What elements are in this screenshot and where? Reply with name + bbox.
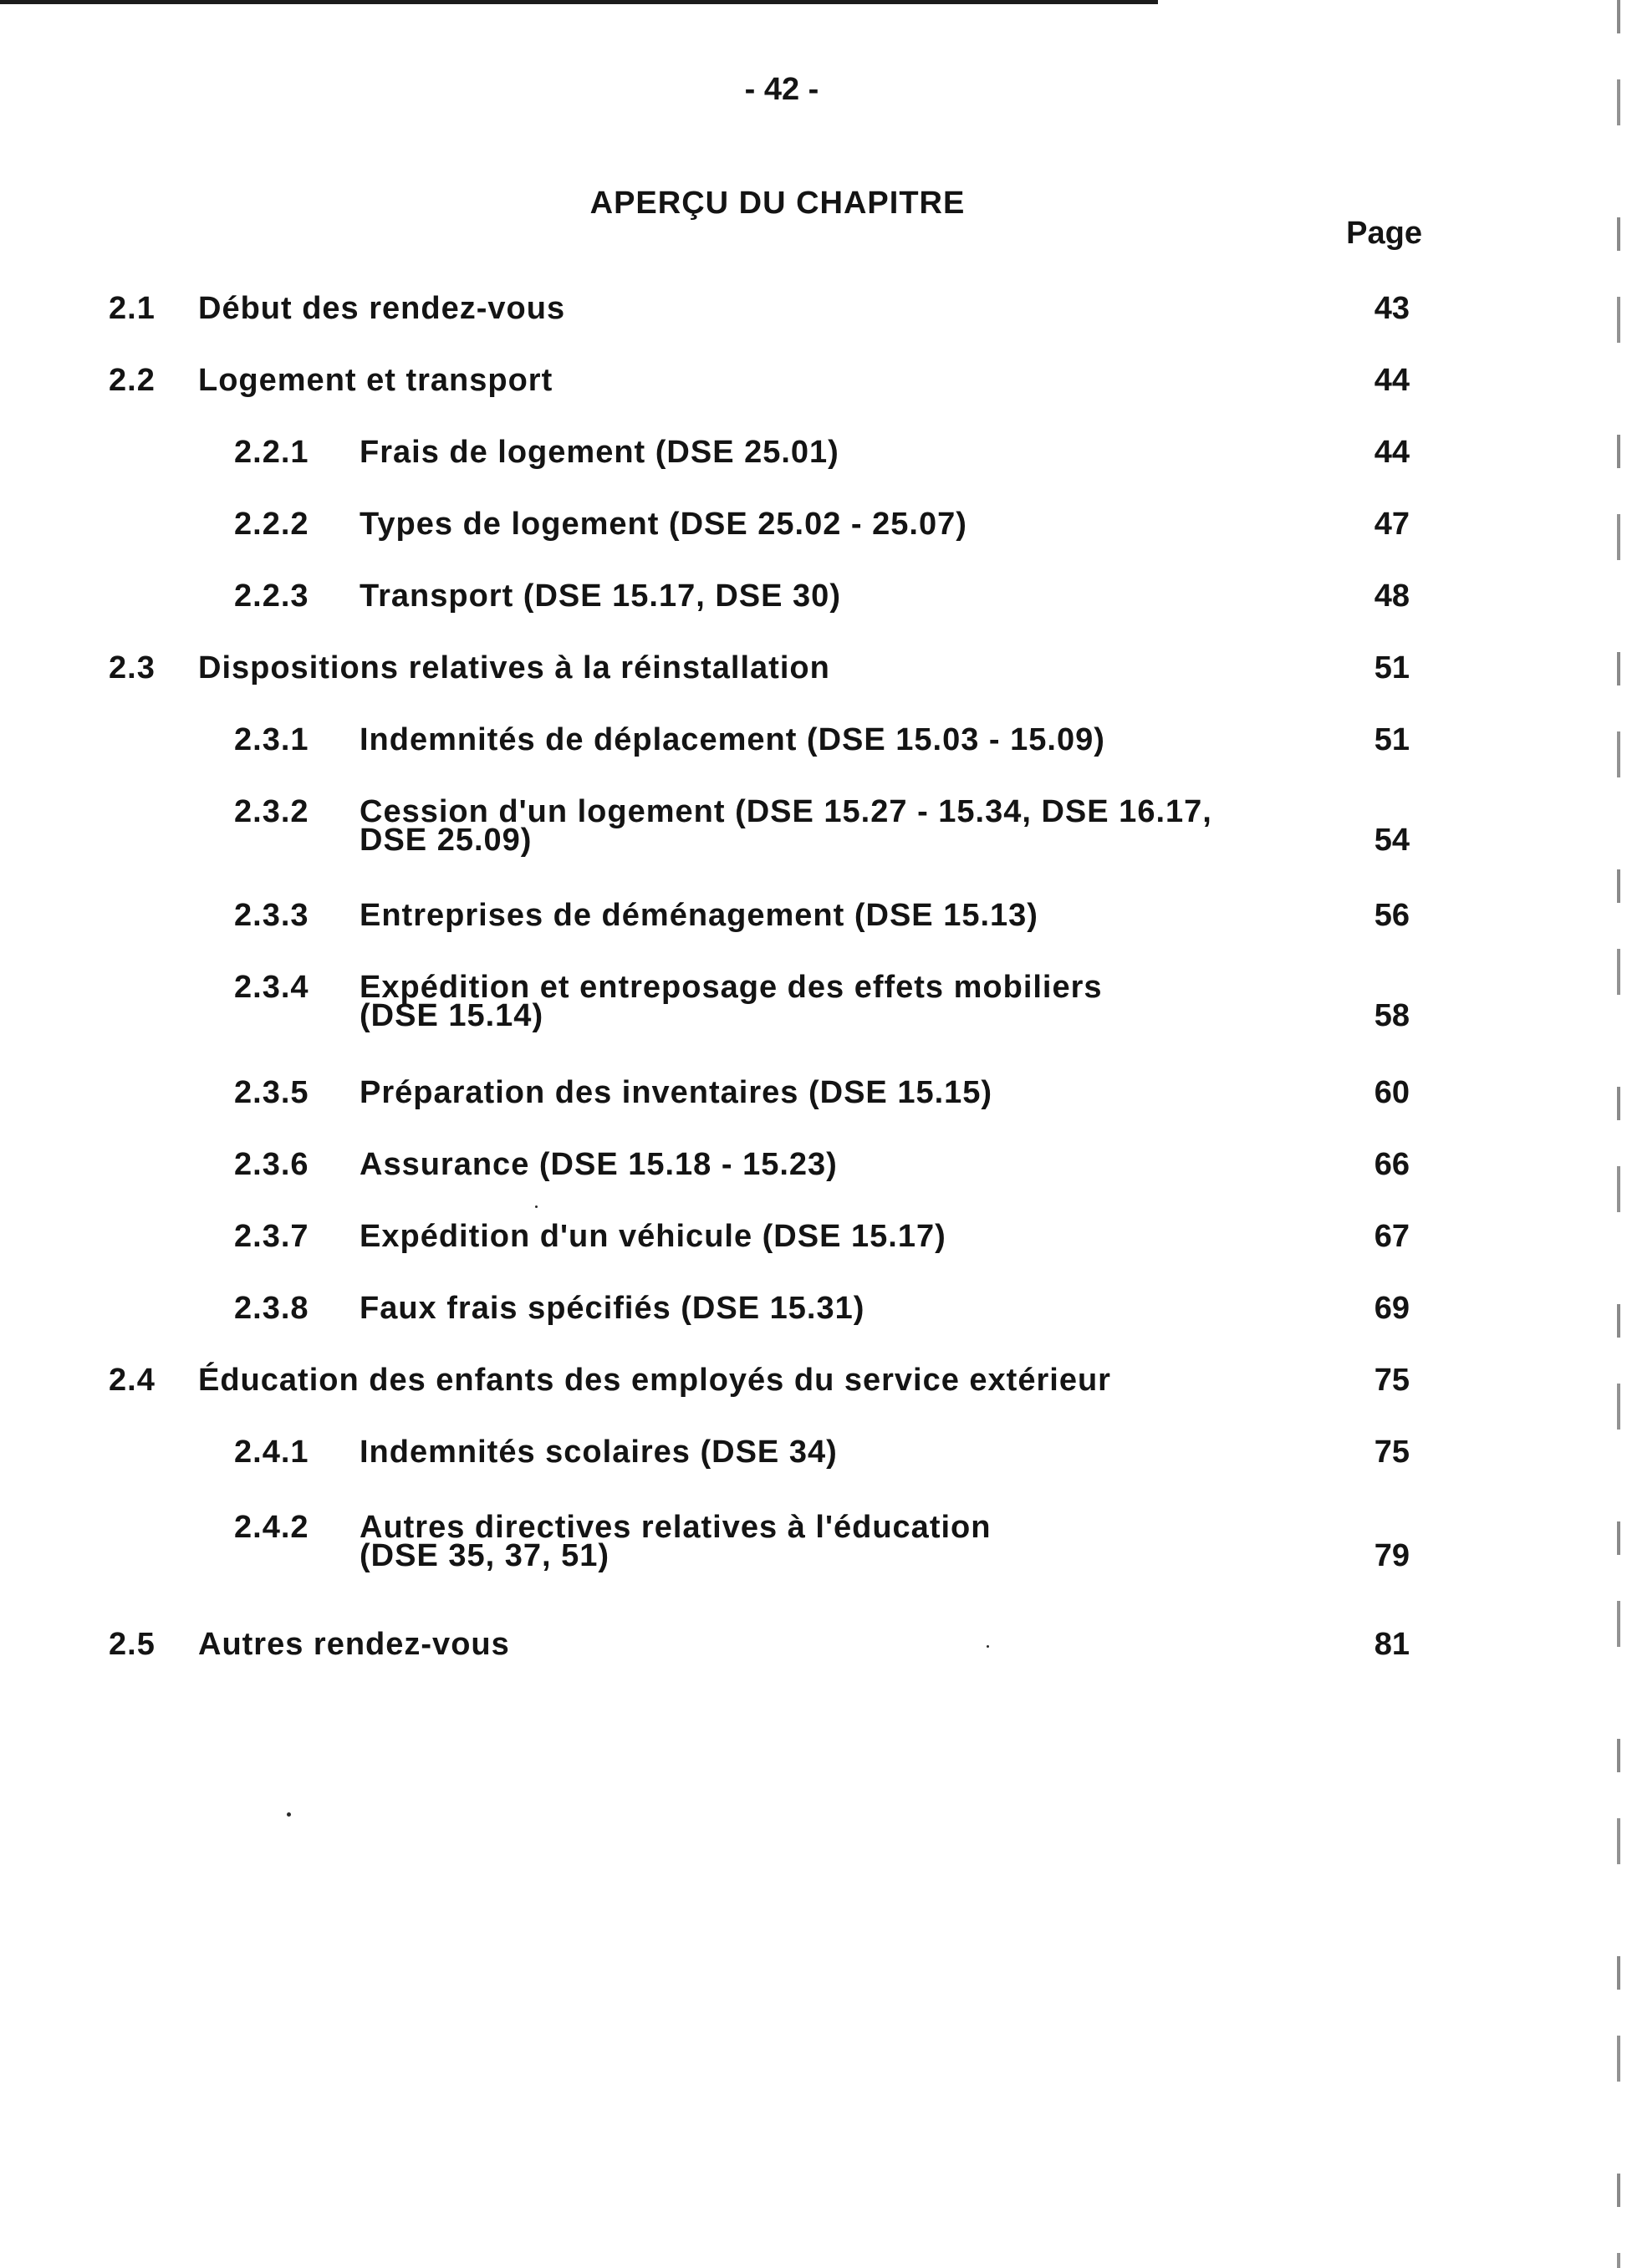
entry-title: Autres rendez-vous (198, 1627, 510, 1662)
entry-title: Éducation des enfants des employés du service extérieur (198, 1363, 1111, 1398)
entry-title: Logement et transport (198, 363, 553, 398)
entry-page: 54 (1374, 823, 1410, 858)
entry-page: 69 (1374, 1291, 1410, 1326)
entry-page: 60 (1374, 1075, 1410, 1110)
entry-number: 2.3.7 (234, 1219, 309, 1254)
entry-page: 75 (1374, 1363, 1410, 1398)
scan-speck (287, 1812, 291, 1817)
scan-speck (987, 1645, 989, 1648)
entry-number: 2.3.2 (234, 794, 309, 829)
entry-page: 48 (1374, 578, 1410, 614)
entry-number: 2.2.3 (234, 578, 309, 614)
entry-page: 44 (1374, 363, 1410, 398)
entry-number: 2.3.4 (234, 970, 309, 1005)
entry-title: Expédition et entreposage des effets mobiliers (DSE 15.14) (360, 970, 1103, 1033)
entry-number: 2.3.3 (234, 898, 309, 933)
scan-speck (535, 1205, 538, 1208)
entry-title: Dispositions relatives à la réinstallation (198, 650, 830, 685)
entry-number: 2.2 (109, 363, 156, 398)
page-title: APERÇU DU CHAPITRE (589, 186, 966, 221)
entry-title: Entreprises de déménagement (DSE 15.13) (360, 898, 1038, 933)
entry-page: 56 (1374, 898, 1410, 933)
entry-title: Frais de logement (DSE 25.01) (360, 435, 839, 470)
entry-page: 44 (1374, 435, 1410, 470)
entry-page: 79 (1374, 1538, 1410, 1573)
entry-page: 51 (1374, 650, 1410, 685)
entry-title: Début des rendez-vous (198, 291, 566, 326)
page-number: - 42 - (744, 72, 819, 107)
entry-page: 43 (1374, 291, 1410, 326)
entry-title: Préparation des inventaires (DSE 15.15) (360, 1075, 993, 1110)
entry-title: Transport (DSE 15.17, DSE 30) (360, 578, 841, 614)
page-column-label: Page (1346, 216, 1422, 251)
entry-title: Faux frais spécifiés (DSE 15.31) (360, 1291, 865, 1326)
entry-title: Expédition d'un véhicule (DSE 15.17) (360, 1219, 946, 1254)
entry-number: 2.3.6 (234, 1147, 309, 1182)
entry-number: 2.2.2 (234, 507, 309, 542)
entry-number: 2.2.1 (234, 435, 309, 470)
entry-title: Indemnités de déplacement (DSE 15.03 - 15.09) (360, 722, 1105, 757)
entry-title: Indemnités scolaires (DSE 34) (360, 1435, 838, 1470)
entry-page: 81 (1374, 1627, 1410, 1662)
entry-title: Autres directives relatives à l'éducation (DSE 35, 37, 51) (360, 1510, 992, 1573)
entry-number: 2.5 (109, 1627, 156, 1662)
entry-number: 2.1 (109, 291, 156, 326)
entry-number: 2.4 (109, 1363, 156, 1398)
entry-number: 2.3.5 (234, 1075, 309, 1110)
entry-page: 47 (1374, 507, 1410, 542)
entry-number: 2.3.8 (234, 1291, 309, 1326)
entry-title: Assurance (DSE 15.18 - 15.23) (360, 1147, 838, 1182)
entry-title: Cession d'un logement (DSE 15.27 - 15.34, DSE 16.17, DSE 25.09) (360, 794, 1212, 858)
entry-number: 2.4.2 (234, 1510, 309, 1545)
entry-title: Types de logement (DSE 25.02 - 25.07) (360, 507, 967, 542)
entry-number: 2.4.1 (234, 1435, 309, 1470)
entry-page: 67 (1374, 1219, 1410, 1254)
entry-page: 66 (1374, 1147, 1410, 1182)
entry-number: 2.3 (109, 650, 156, 685)
entry-page: 75 (1374, 1435, 1410, 1470)
entry-page: 58 (1374, 998, 1410, 1033)
entry-number: 2.3.1 (234, 722, 309, 757)
entry-page: 51 (1374, 722, 1410, 757)
